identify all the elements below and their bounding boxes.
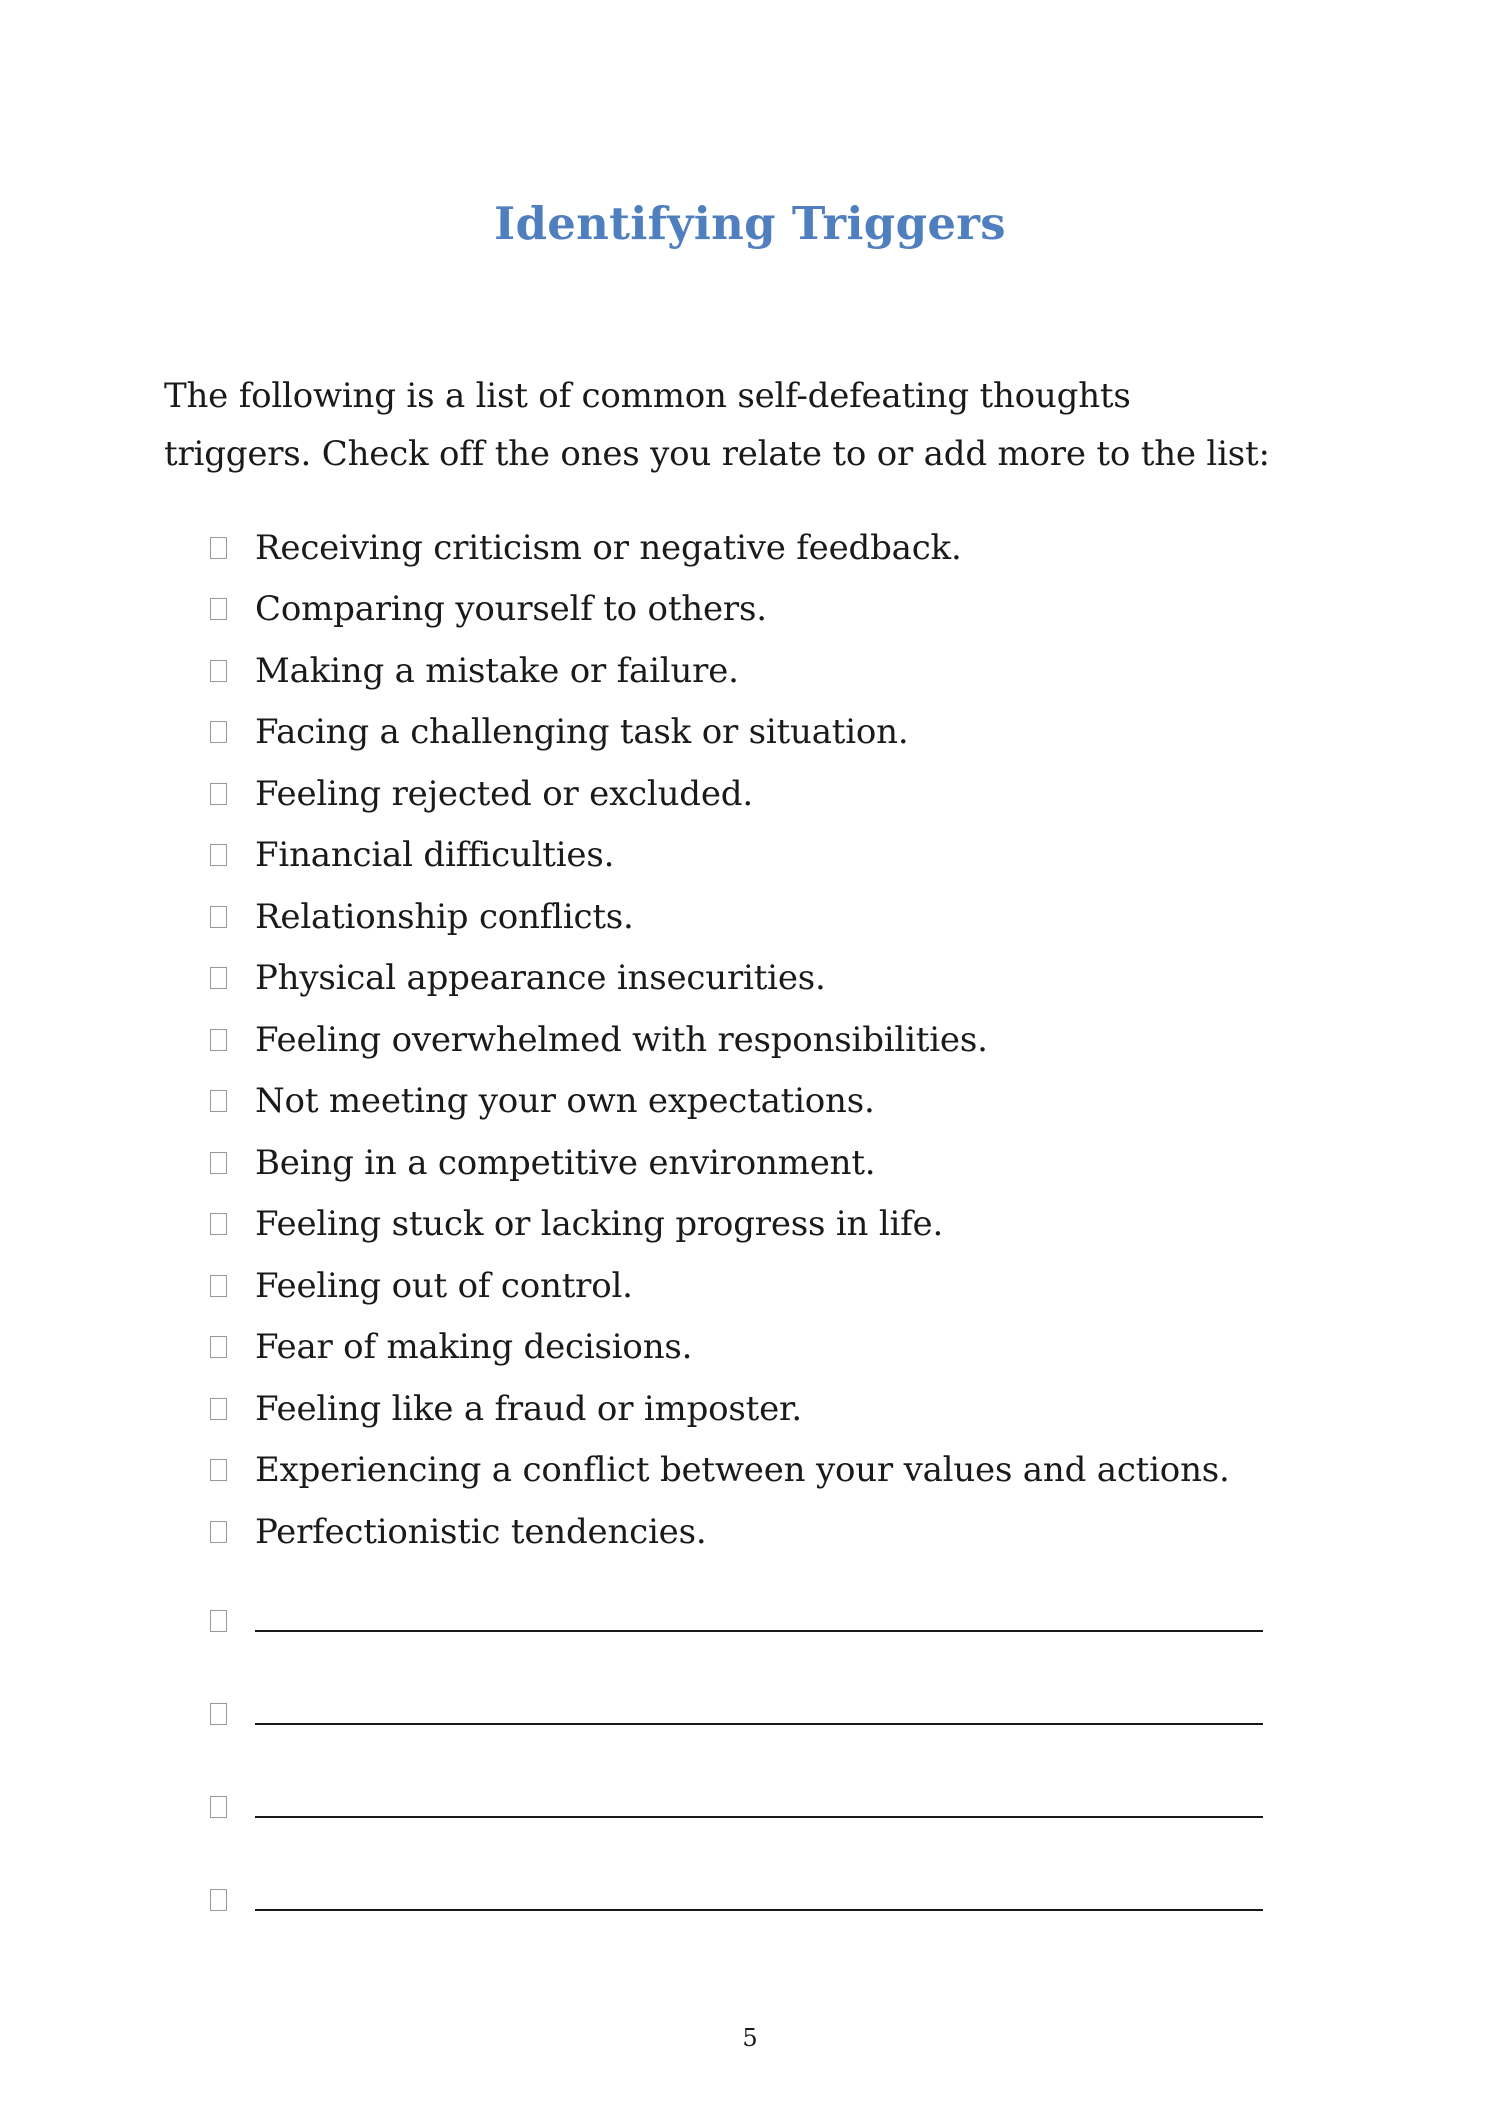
checkbox[interactable] [210,1610,227,1632]
checkbox[interactable] [210,1029,227,1051]
checklist-item-label: Making a mistake or failure. [255,650,739,691]
checkbox[interactable] [210,967,227,989]
checklist-item [0,763,1500,825]
checklist-item-label: Financial difficulties. [255,835,615,876]
checkbox[interactable] [210,598,227,620]
checklist-item-label: Receiving criticism or negative feedback. [255,527,962,568]
write-in-line[interactable] [255,1816,1263,1818]
checklist-item [0,1378,1500,1440]
checklist-item-label: Feeling rejected or excluded. [255,773,753,814]
checkbox[interactable] [210,783,227,805]
checklist-item [0,1255,1500,1317]
checklist-item-label: Relationship conflicts. [255,896,634,937]
checkbox[interactable] [210,1459,227,1481]
checkbox[interactable] [210,660,227,682]
page-title: Identifying Triggers [494,197,1006,250]
checklist-item-label: Facing a challenging task or situation. [255,712,909,753]
checklist-item-label: Comparing yourself to others. [255,589,767,630]
checkbox[interactable] [210,1796,227,1818]
page-number: 5 [742,2024,758,2052]
checklist-item-label: Perfectionistic tendencies. [255,1511,707,1552]
checklist-item [0,702,1500,764]
checkbox[interactable] [210,1398,227,1420]
checkbox[interactable] [210,537,227,559]
write-in-line[interactable] [255,1630,1263,1632]
checkbox[interactable] [210,1521,227,1543]
checklist-item [0,1317,1500,1379]
checkbox[interactable] [210,1336,227,1358]
trigger-checklist [0,517,1500,1563]
checklist-item [0,1009,1500,1071]
checkbox[interactable] [210,1152,227,1174]
checkbox[interactable] [210,1889,227,1911]
checklist-item-label: Physical appearance insecurities. [255,958,826,999]
checkbox[interactable] [210,721,227,743]
checklist-item [0,1440,1500,1502]
checklist-item [0,640,1500,702]
custom-trigger-item [0,1671,1500,1764]
write-in-line[interactable] [255,1723,1263,1725]
custom-trigger-item [0,1857,1500,1950]
checklist-item-label: Feeling like a fraud or imposter. [255,1388,802,1429]
write-in-line[interactable] [255,1909,1263,1911]
checklist-item [0,948,1500,1010]
checklist-item-label: Being in a competitive environment. [255,1142,876,1183]
custom-trigger-item [0,1578,1500,1671]
checkbox[interactable] [210,1090,227,1112]
checklist-item [0,1071,1500,1133]
checkbox[interactable] [210,844,227,866]
custom-trigger-item [0,1764,1500,1857]
checklist-item-label: Feeling overwhelmed with responsibilities. [255,1019,988,1060]
checklist-item [0,886,1500,948]
checkbox[interactable] [210,1703,227,1725]
checklist-item [0,1501,1500,1563]
checklist-item-label: Fear of making decisions. [255,1327,693,1368]
checklist-item [0,1194,1500,1256]
checklist-item-label: Not meeting your own expectations. [255,1081,875,1122]
checklist-item [0,825,1500,887]
checklist-item-label: Feeling stuck or lacking progress in life. [255,1204,944,1245]
custom-trigger-list [0,1578,1500,1950]
checkbox[interactable] [210,1275,227,1297]
checklist-item-label: Experiencing a conflict between your values and actions. [255,1450,1230,1491]
checklist-item [0,579,1500,641]
checklist-item [0,517,1500,579]
checkbox[interactable] [210,906,227,928]
intro-paragraph: The following is a list of common self-defeating thoughts triggers. Check off the ones you relate to or add more to the list: [164,376,1270,474]
checklist-item-label: Feeling out of control. [255,1265,633,1306]
checkbox[interactable] [210,1213,227,1235]
checklist-item [0,1132,1500,1194]
